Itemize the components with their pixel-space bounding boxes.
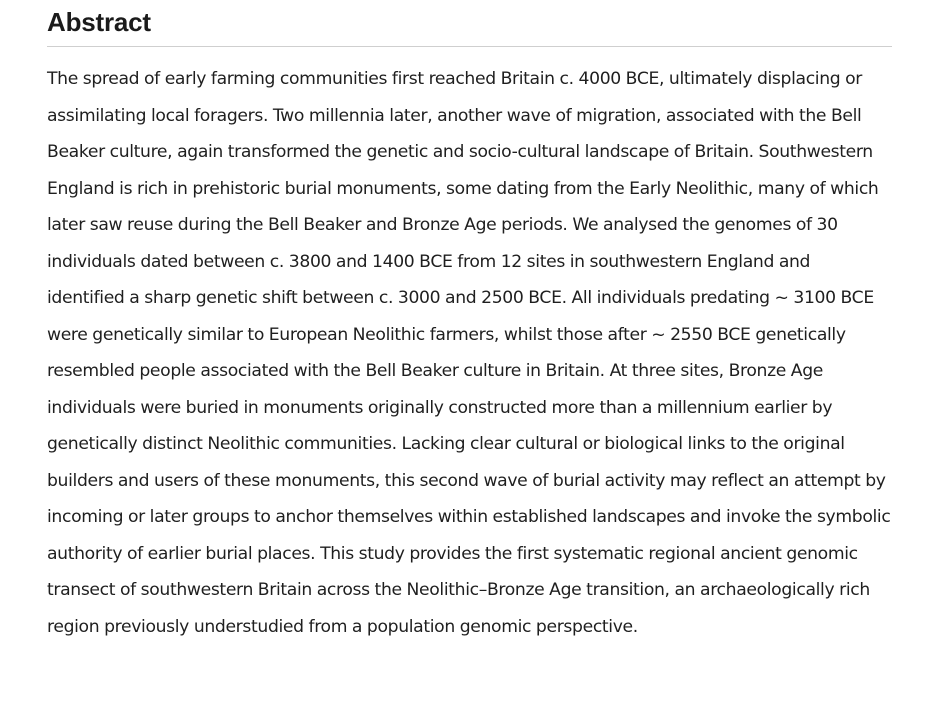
abstract-body: The spread of early farming communities first reached Britain c. 4000 BCE, ultimately displacing or assimilating local foragers. Two millennia later, another wave of migration, associated with the Bell Beaker culture, again transformed the genetic and socio-cultural landscape of Britain. Southwestern England is rich in prehistoric burial monuments, some dating from the Early Neolithic, many of which later saw reuse during the Bell Beaker and Bronze Age periods. We analysed the genomes of 30 individuals dated between c. 3800 and 1400 BCE from 12 sites in southwestern England and identified a sharp genetic shift between c. 3000 and 2500 BCE. All individuals predating ~ 3100 BCE were genetically similar to European Neolithic farmers, whilst those after ~ 2550 BCE genetically resembled people associated with the Bell Beaker culture in Britain. At three sites, Bronze Age individuals were buried in monuments originally constructed more than a millennium earlier by genetically distinct Neolithic communities. Lacking clear cultural or biological links to the original builders and users of these monuments, this second wave of burial activity may reflect an attempt by incoming or later groups to anchor themselves within established landscapes and invoke the symbolic authority of earlier burial places. This study provides the first systematic regional ancient genomic transect of southwestern Britain across the Neolithic–Bronze Age transition, an archaeologically rich region previously understudied from a population genomic perspective. bbox=[47, 69, 891, 637]
abstract-section bbox=[47, 6, 892, 645]
abstract-heading: Abstract bbox=[47, 6, 892, 47]
